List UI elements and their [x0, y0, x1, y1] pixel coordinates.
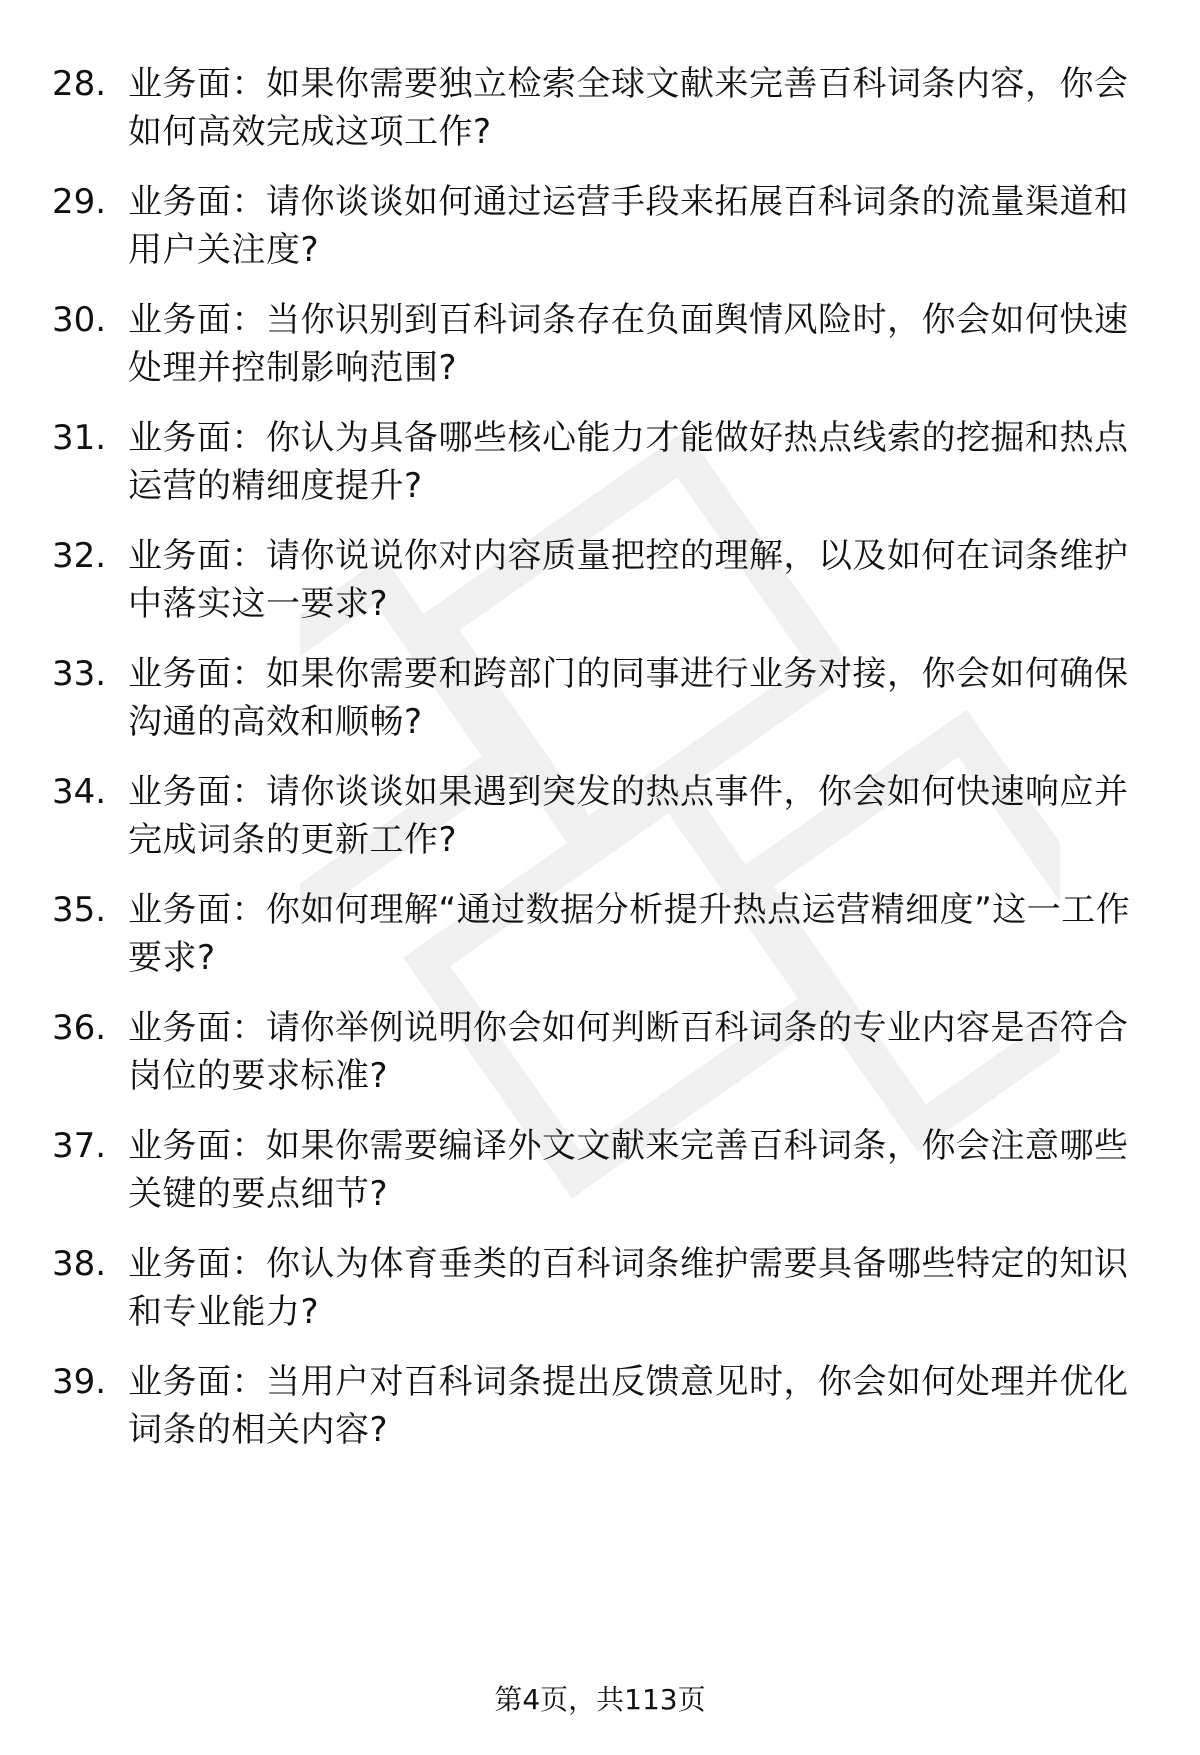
question-label: 业务面：	[128, 890, 266, 930]
question-number: 36.	[52, 1008, 107, 1048]
question-number: 33.	[52, 654, 107, 694]
question-number: 35.	[52, 890, 107, 930]
question-body: 你认为体育垂类的百科词条维护需要具备哪些特定的知识和专业能力?	[128, 1244, 1129, 1332]
question-text	[128, 768, 1138, 864]
question-number: 39.	[52, 1362, 107, 1402]
question-body: 如果你需要和跨部门的同事进行业务对接，你会如何确保沟通的高效和顺畅?	[128, 654, 1129, 742]
question-number: 28.	[52, 64, 107, 104]
question-text	[128, 1240, 1138, 1336]
list-item	[0, 1004, 1200, 1114]
question-body: 请你谈谈如果遇到突发的热点事件，你会如何快速响应并完成词条的更新工作?	[128, 772, 1129, 860]
question-label: 业务面：	[128, 654, 266, 694]
list-item	[0, 650, 1200, 760]
list-item	[0, 532, 1200, 642]
question-label: 业务面：	[128, 64, 266, 104]
list-item	[0, 768, 1200, 878]
list-item	[0, 414, 1200, 524]
question-label: 业务面：	[128, 1362, 266, 1402]
question-text	[128, 1122, 1138, 1218]
list-item	[0, 1122, 1200, 1232]
question-number: 30.	[52, 300, 107, 340]
question-body: 你如何理解“通过数据分析提升热点运营精细度”这一工作要求?	[128, 890, 1131, 978]
question-number: 29.	[52, 182, 107, 222]
question-body: 你认为具备哪些核心能力才能做好热点线索的挖掘和热点运营的精细度提升?	[128, 418, 1129, 506]
question-text	[128, 296, 1138, 392]
question-label: 业务面：	[128, 536, 266, 576]
question-body: 请你谈谈如何通过运营手段来拓展百科词条的流量渠道和用户关注度?	[128, 182, 1129, 270]
question-text	[128, 414, 1138, 510]
question-text	[128, 650, 1138, 746]
question-text	[128, 60, 1138, 156]
list-item	[0, 886, 1200, 996]
question-label: 业务面：	[128, 1126, 266, 1166]
question-number: 37.	[52, 1126, 107, 1166]
question-body: 请你举例说明你会如何判断百科词条的专业内容是否符合岗位的要求标准?	[128, 1008, 1129, 1096]
question-label: 业务面：	[128, 1244, 266, 1284]
question-number: 31.	[52, 418, 107, 458]
list-item	[0, 60, 1200, 170]
question-body: 如果你需要编译外文文献来完善百科词条，你会注意哪些关键的要点细节?	[128, 1126, 1129, 1214]
question-text	[128, 1358, 1138, 1454]
question-label: 业务面：	[128, 772, 266, 812]
question-text	[128, 1004, 1138, 1100]
question-number: 34.	[52, 772, 107, 812]
question-number: 38.	[52, 1244, 107, 1284]
question-text	[128, 886, 1138, 982]
question-label: 业务面：	[128, 300, 266, 340]
question-text	[128, 178, 1138, 274]
question-text	[128, 532, 1138, 628]
question-body: 请你说说你对内容质量把控的理解，以及如何在词条维护中落实这一要求?	[128, 536, 1129, 624]
question-label: 业务面：	[128, 418, 266, 458]
question-body: 当你识别到百科词条存在负面舆情风险时，你会如何快速处理并控制影响范围?	[128, 300, 1129, 388]
question-body: 当用户对百科词条提出反馈意见时，你会如何处理并优化词条的相关内容?	[128, 1362, 1129, 1450]
question-number: 32.	[52, 536, 107, 576]
list-item	[0, 1240, 1200, 1350]
list-item	[0, 296, 1200, 406]
question-label: 业务面：	[128, 182, 266, 222]
question-label: 业务面：	[128, 1008, 266, 1048]
question-body: 如果你需要独立检索全球文献来完善百科词条内容，你会如何高效完成这项工作?	[128, 64, 1129, 152]
list-item	[0, 1358, 1200, 1468]
page-footer: 第4页，共113页	[494, 1683, 706, 1716]
list-item	[0, 178, 1200, 288]
